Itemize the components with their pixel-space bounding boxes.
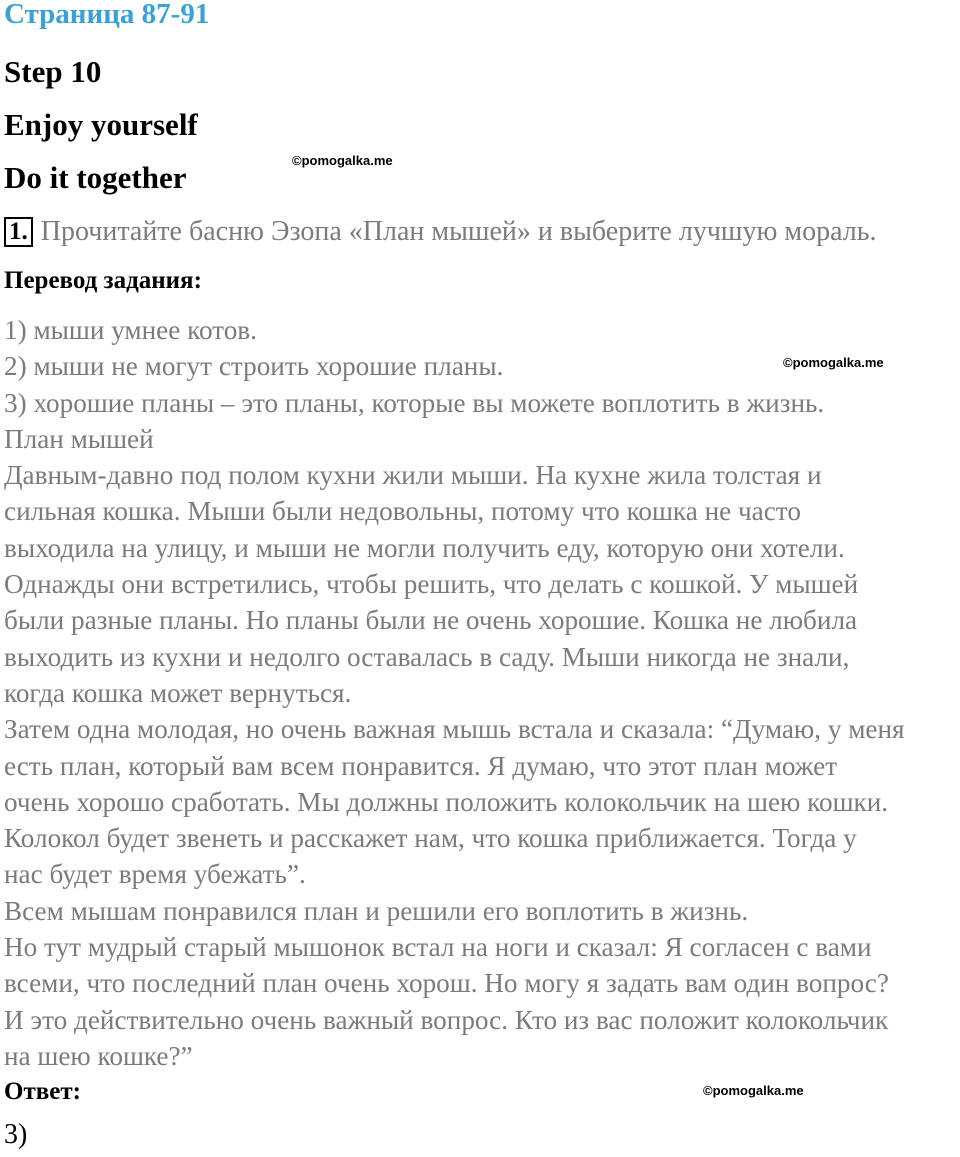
text-line: Но тут мудрый старый мышонок встал на ноги и сказал: Я согласен с вами	[4, 932, 872, 963]
text-line: Колокол будет звенеть и расскажет нам, что кошка приближается. Тогда у	[4, 823, 857, 854]
translation-label: Перевод задания:	[4, 267, 202, 294]
text-line: были разные планы. Но планы были не очень хорошие. Кошка не любила	[4, 605, 858, 636]
text-line: 3) хорошие планы – это планы, которые вы можете воплотить в жизнь.	[4, 387, 825, 418]
text-line: очень хорошо сработать. Мы должны положить колокольчик на шею кошки.	[4, 786, 889, 817]
watermark: ©pomogalka.me	[703, 1083, 804, 1098]
text-line: выходить из кухни и недолго оставалась в саду. Мыши никогда не знали,	[4, 641, 850, 672]
text-line: План мышей	[4, 423, 154, 454]
text-line: есть план, который вам всем понравится. Я думаю, что этот план может	[4, 750, 838, 781]
text-line: 1) мыши умнее котов.	[4, 315, 257, 345]
text-line: когда кошка может вернуться.	[4, 677, 352, 708]
translation-text	[4, 312, 960, 1074]
text-line: выходила на улицу, и мыши не могли получить еду, которую они хотели.	[4, 532, 845, 563]
text-line: Затем одна молодая, но очень важная мышь встала и сказала: “Думаю, у меня	[4, 714, 905, 745]
text-line: Давным-давно под полом кухни жили мыши. На кухне жила толстая и	[4, 460, 822, 491]
text-line: всеми, что последний план очень хорош. Но могу я задать вам один вопрос?	[4, 968, 889, 999]
text-line: И это действительно очень важный вопрос. Кто из вас положит колокольчик	[4, 1004, 889, 1035]
task-number: 1.	[4, 217, 33, 247]
section-heading: Enjoy yourself	[4, 107, 198, 142]
task-row	[4, 216, 877, 248]
text-line: сильная кошка. Мыши были недовольны, потому что кошка не часто	[4, 496, 801, 527]
text-line: нас будет время убежать”.	[4, 859, 306, 890]
step-heading: Step 10	[4, 54, 102, 89]
subsection-heading: Do it together	[4, 160, 187, 195]
text-line: Всем мышам понравился план и решили его воплотить в жизнь.	[4, 895, 749, 926]
answer-label: Ответ:	[4, 1078, 81, 1105]
text-line: Однажды они встретились, чтобы решить, что делать с кошкой. У мышей	[4, 569, 859, 600]
page-title: Страница 87-91	[4, 0, 210, 30]
task-text: Прочитайте басню Эзопа «План мышей» и выберите лучшую мораль.	[40, 216, 877, 247]
text-line: 2) мыши не могут строить хорошие планы.	[4, 351, 504, 382]
watermark: ©pomogalka.me	[783, 355, 884, 370]
text-line: на шею кошке?”	[4, 1040, 193, 1071]
answer-text: 3)	[4, 1119, 28, 1150]
watermark: ©pomogalka.me	[292, 153, 393, 168]
